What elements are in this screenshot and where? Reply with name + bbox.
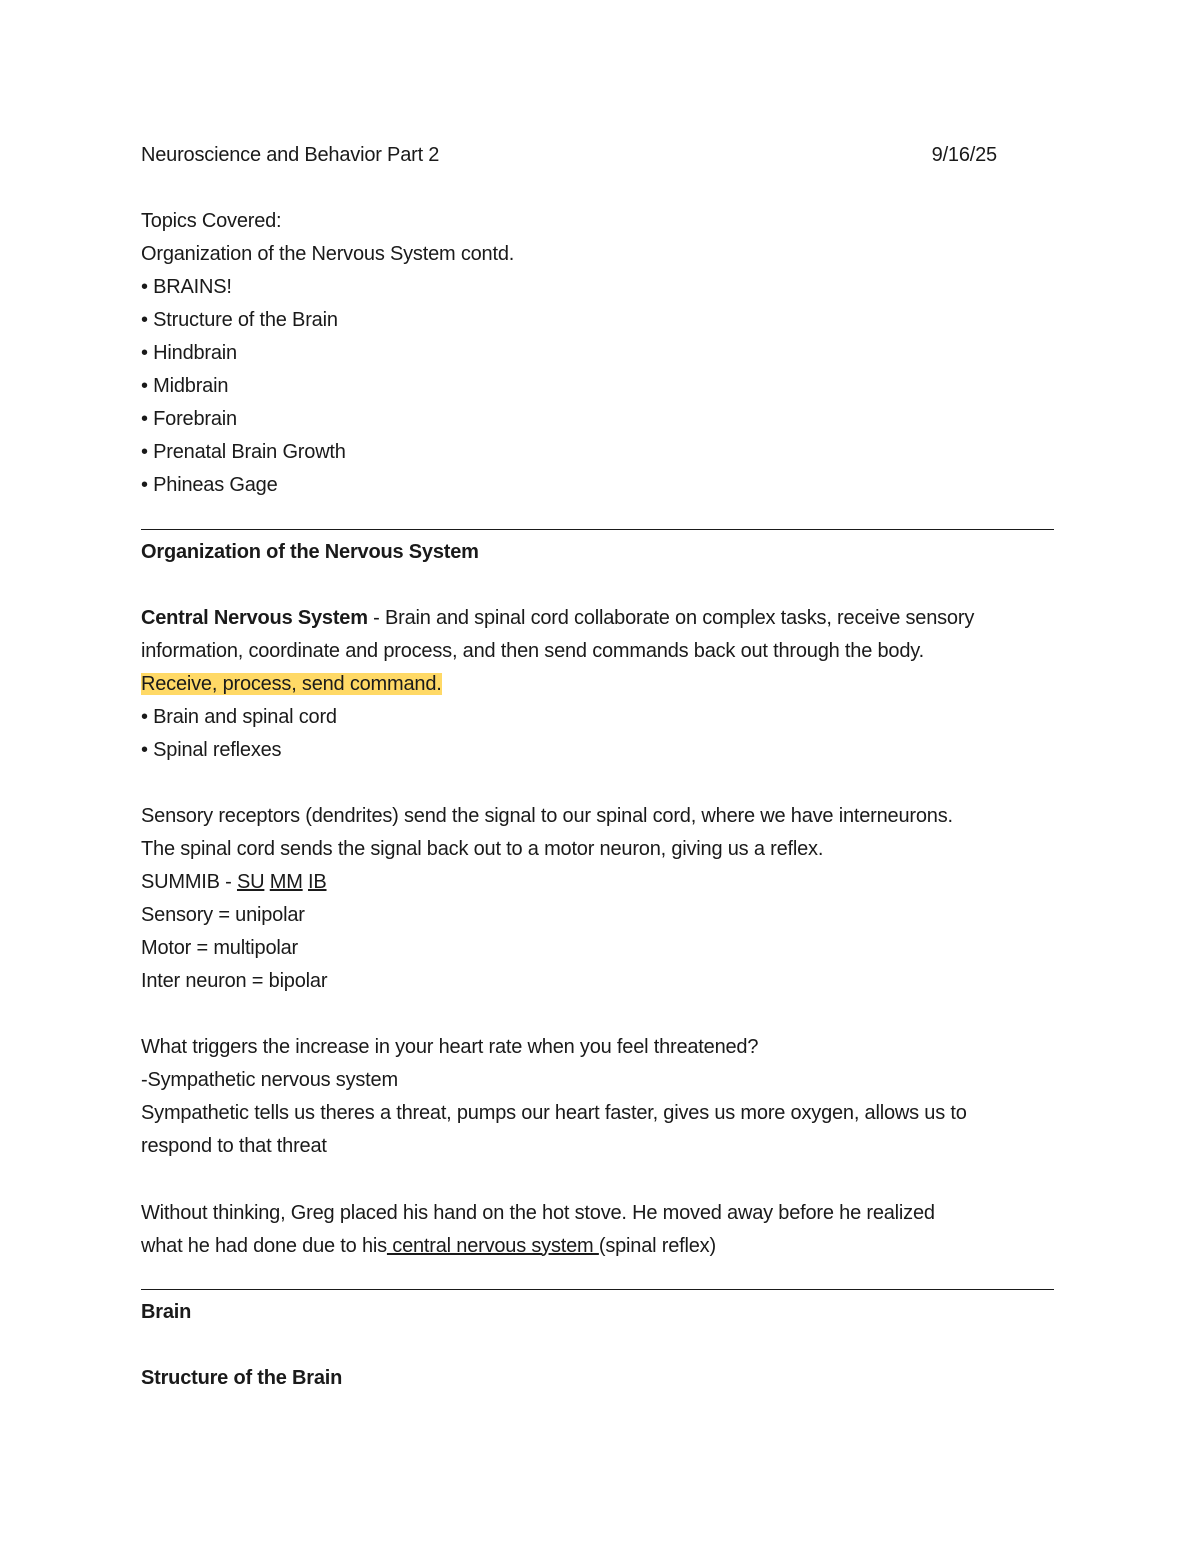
document-title: Neuroscience and Behavior Part 2 — [141, 144, 440, 166]
spacer — [141, 1163, 1056, 1196]
cns-bullet: • Brain and spinal cord — [141, 705, 337, 728]
mnemonic-mm: MM — [269, 871, 303, 894]
section-heading-organization: Organization of the Nervous System — [141, 540, 479, 563]
mnemonic-prefix: SUMMIB - — [141, 871, 237, 894]
highlighted-summary — [141, 668, 1056, 701]
horizontal-divider — [141, 1263, 1056, 1296]
topic-item: • Structure of the Brain — [141, 309, 338, 332]
document-page — [141, 139, 1056, 1395]
spacer — [141, 569, 1056, 602]
answer-text: -Sympathetic nervous system — [141, 1069, 398, 1092]
spacer — [141, 767, 1056, 800]
greg-example-1: Without thinking, Greg placed his hand on the hot stove. He moved away before he realized — [141, 1201, 935, 1224]
mnemonic-su: SU — [236, 871, 265, 894]
question-text: What triggers the increase in your heart rate when you feel threatened? — [141, 1036, 759, 1059]
topic-item: • Forebrain — [141, 408, 237, 431]
subheading-structure: Structure of the Brain — [141, 1366, 343, 1389]
sympathetic-text-2: respond to that threat — [141, 1135, 327, 1158]
cns-bullet: • Spinal reflexes — [141, 738, 282, 761]
cns-definition-line-2: information, coordinate and process, and then send commands back out through the body. — [141, 639, 924, 662]
topic-item: • BRAINS! — [141, 276, 232, 299]
document-header — [141, 139, 997, 172]
greg-example-2 — [141, 1230, 1056, 1263]
cns-definition-line-1 — [141, 602, 1056, 635]
spacer — [141, 1329, 1056, 1362]
document-date: 9/16/25 — [931, 144, 997, 166]
greg-pre: what he had done due to his — [141, 1234, 387, 1257]
topics-heading: Topics Covered: — [141, 210, 282, 233]
topic-item: • Phineas Gage — [141, 474, 278, 497]
neuron-type: Sensory = unipolar — [141, 904, 305, 927]
topic-item: • Midbrain — [141, 375, 229, 398]
cns-text: - Brain and spinal cord collaborate on complex tasks, receive sensory — [367, 606, 975, 629]
sympathetic-text-1: Sympathetic tells us theres a threat, pumps our heart faster, gives us more oxygen, allows us to — [141, 1102, 967, 1125]
reflex-text-1: Sensory receptors (dendrites) send the signal to our spinal cord, where we have interneurons. — [141, 804, 953, 827]
horizontal-divider — [141, 503, 1056, 536]
neuron-type: Motor = multipolar — [141, 937, 299, 960]
greg-underlined-answer: central nervous system — [386, 1234, 599, 1257]
highlight-text: Receive, process, send command. — [141, 672, 442, 695]
topic-item: • Hindbrain — [141, 342, 237, 365]
reflex-text-2: The spinal cord sends the signal back out to a motor neuron, giving us a reflex. — [141, 837, 824, 860]
spacer — [141, 998, 1056, 1031]
section-heading-brain: Brain — [141, 1300, 192, 1323]
spacer — [141, 172, 1056, 205]
topics-intro: Organization of the Nervous System contd. — [141, 243, 515, 266]
greg-post: (spinal reflex) — [598, 1234, 716, 1257]
cns-term: Central Nervous System — [141, 606, 368, 629]
neuron-type: Inter neuron = bipolar — [141, 970, 328, 993]
mnemonic-line — [141, 866, 1056, 899]
topic-item: • Prenatal Brain Growth — [141, 441, 346, 464]
mnemonic-ib: IB — [308, 871, 327, 894]
